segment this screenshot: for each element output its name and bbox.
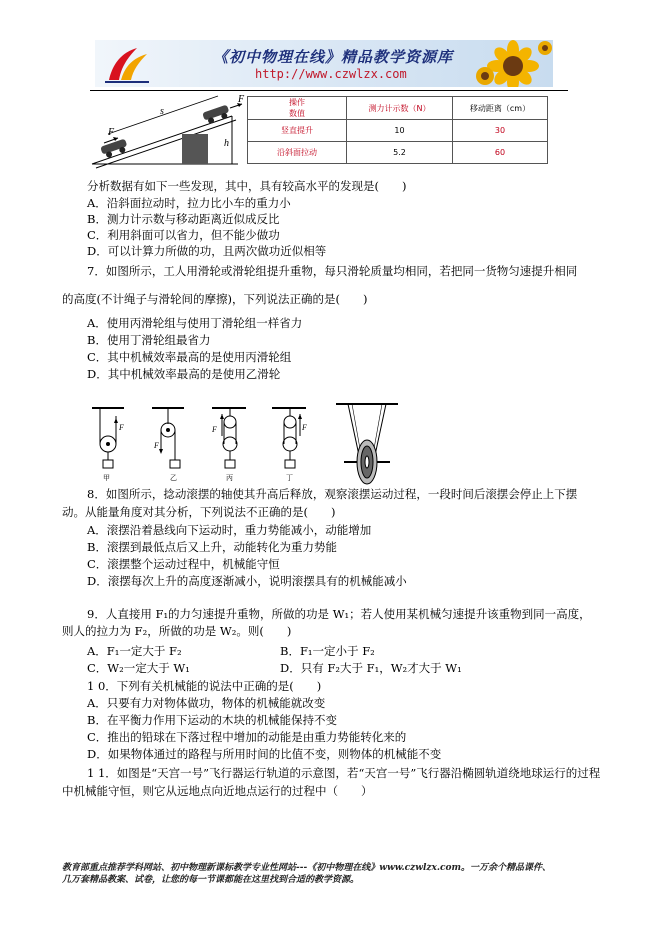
q11-line1: 1 1．如图是“天宫一号”飞行器运行轨道的示意图，若“天宫一号”飞行器沿椭圆轨道绕地球运行的过程 — [87, 766, 601, 780]
label-h: h — [224, 138, 229, 149]
table-header-row — [248, 97, 548, 120]
q9-option-a: A．F₁一定大于 F₂ — [87, 644, 182, 658]
q8-option-c: C．滚摆整个运动过程中，机械能守恒 — [87, 557, 280, 571]
q7-line1: 7．如图所示，工人用滑轮或滑轮组提升重物，每只滑轮质量均相同，若把同一货物匀速提升相同 — [87, 264, 578, 278]
q6-option-a: A．沿斜面拉动时，拉力比小车的重力小 — [87, 196, 291, 210]
label-s: s — [160, 106, 164, 117]
table-cell: 60 — [453, 142, 548, 164]
q10-option-a: A．只要有力对物体做功，物体的机械能就改变 — [87, 696, 326, 710]
q7-option-d: D．其中机械效率最高的是使用乙滑轮 — [87, 367, 281, 381]
table-header-cell: 操作 数值 — [248, 97, 347, 120]
table-row — [248, 142, 548, 164]
figure-label-yi: 乙 — [170, 474, 177, 482]
svg-text:F: F — [302, 423, 307, 432]
q11-line2: 中机械能守恒，则它从远地点向近地点运行的过程中（ ） — [62, 784, 373, 798]
svg-text:F: F — [119, 423, 124, 432]
q9-line2: 则人的拉力为 F₂，所做的功是 W₂。则( ) — [62, 624, 292, 638]
q8-option-d: D．滚摆每次上升的高度逐渐减小，说明滚摆具有的机械能减小 — [87, 574, 407, 588]
footer-line1: 教育部重点推荐学科网站、初中物理新课标教学专业性网站---《初中物理在线》www.czwlzx.com。一万余个精品课件、 — [62, 863, 552, 873]
q8-line2: 动。从能量角度对其分析，下列说法不正确的是( ) — [62, 505, 336, 519]
figure-label-ding: 丁 — [286, 474, 293, 482]
q10-intro: 1 0．下列有关机械能的说法中正确的是( ) — [87, 679, 322, 693]
table-cell: 5.2 — [347, 142, 453, 164]
incline-diagram — [86, 94, 246, 170]
q10-option-d: D．如果物体通过的路程与所用时间的比值不变，则物体的机械能不变 — [87, 747, 442, 761]
q7-option-a: A．使用丙滑轮组与使用丁滑轮组一样省力 — [87, 316, 303, 330]
footer-line2: 几万套精品教案、试卷，让您的每一节课都能在这里找到合适的教学资源。 — [62, 875, 360, 885]
table-cell: 30 — [453, 120, 548, 142]
q9-line1: 9．人直接用 F₁的力匀速提升重物，所做的功是 W₁；若人使用某机械匀速提升该重物到同一高度， — [87, 607, 591, 621]
q6-option-c: C．利用斜面可以省力，但不能少做功 — [87, 228, 280, 242]
table-header-cell: 移动距离（cm） — [453, 97, 548, 120]
table-cell: 沿斜面拉动 — [248, 142, 347, 164]
site-url: http://www.czwlzx.com — [255, 67, 407, 81]
q8-line1: 8．如图所示，捻动滚摆的轴使其升高后释放，观察滚摆运动过程，一段时间后滚摆会停止上下摆 — [87, 487, 578, 501]
table-header-cell: 测力计示数（N） — [347, 97, 453, 120]
header-banner — [95, 40, 553, 87]
pulley-figures — [86, 400, 406, 492]
q8-option-b: B．滚摆到最低点后又上升，动能转化为重力势能 — [87, 540, 337, 554]
q6-intro: 分析数据有如下一些发现，其中，具有较高水平的发现是( ) — [87, 179, 407, 193]
q7-line2: 的高度(不计绳子与滑轮间的摩擦)，下列说法正确的是( ) — [62, 292, 368, 306]
q10-option-b: B．在平衡力作用下运动的木块的机械能保持不变 — [87, 713, 337, 727]
figure-label-jia: 甲 — [103, 474, 110, 482]
site-logo-icon — [103, 44, 153, 84]
q10-option-c: C．推出的铅球在下落过程中增加的动能是由重力势能转化来的 — [87, 730, 407, 744]
label-F-top: F — [238, 94, 245, 105]
q8-option-a: A．滚摆沿着悬线向下运动时，重力势能减小，动能增加 — [87, 523, 372, 537]
q9-option-b: B．F₁一定小于 F₂ — [280, 644, 375, 658]
svg-text:F: F — [212, 425, 217, 434]
svg-text:F: F — [154, 441, 159, 450]
q6-option-d: D．可以计算力所做的功，且两次做功近似相等 — [87, 244, 327, 258]
q7-option-b: B．使用丁滑轮组最省力 — [87, 333, 211, 347]
q9-option-d: D．只有 F₂大于 F₁，W₂才大于 W₁ — [280, 661, 462, 675]
page-footer — [62, 862, 602, 886]
site-title: 《初中物理在线》精品教学资源库 — [213, 48, 454, 66]
table-row — [248, 120, 548, 142]
header-divider — [90, 90, 568, 91]
table-cell: 10 — [347, 120, 453, 142]
label-F-bottom: F — [108, 127, 115, 138]
q9-option-c: C．W₂一定大于 W₁ — [87, 661, 190, 675]
sunflower-icon — [473, 40, 553, 87]
figure-label-bing: 丙 — [226, 474, 233, 482]
data-table — [247, 96, 548, 164]
q7-option-c: C．其中机械效率最高的是使用丙滑轮组 — [87, 350, 292, 364]
q6-option-b: B．测力计示数与移动距离近似成反比 — [87, 212, 280, 226]
table-cell: 竖直提升 — [248, 120, 347, 142]
